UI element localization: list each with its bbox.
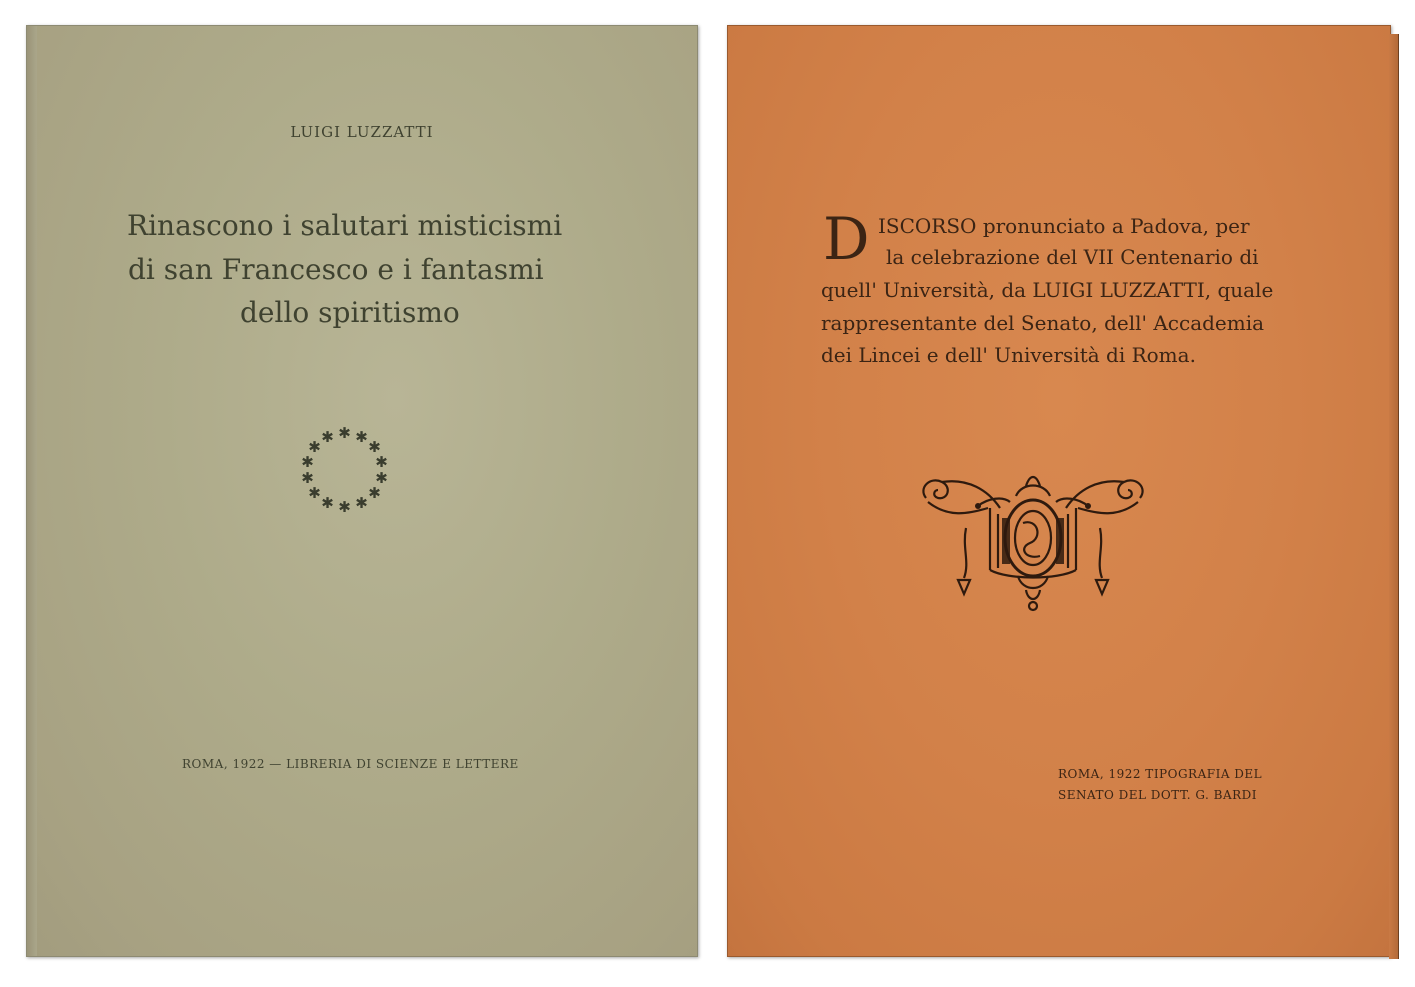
discourse-line-1: ISCORSO pronunciato a Padova, per xyxy=(878,214,1250,238)
booklet-page-edge xyxy=(1389,34,1399,959)
imprint: ROMA, 1922 — LIBRERIA DI SCIENZE E LETTERE xyxy=(182,757,519,771)
discourse-line-3: quell' Università, da LUIGI LUZZATTI, quale xyxy=(821,278,1274,302)
title-line-1: Rinascono i salutari misticismi xyxy=(127,209,563,242)
discourse-line-5: dei Lincei e dell' Università di Roma. xyxy=(821,343,1196,367)
discourse-line-4: rappresentante del Senato, dell' Accademia xyxy=(821,311,1265,335)
title-line-3: dello spiritismo xyxy=(240,296,460,329)
booklet-spine xyxy=(27,26,37,956)
discourse-line-2: la celebrazione del VII Centenario di xyxy=(886,245,1259,269)
booklet-cover-right xyxy=(727,25,1391,957)
booklet-cover-left xyxy=(26,25,698,957)
imprint-line-2: SENATO DEL DOTT. G. BARDI xyxy=(1058,788,1258,802)
baroque-crest-icon xyxy=(918,468,1148,618)
drop-cap: D xyxy=(823,205,870,273)
title-line-2: di san Francesco e i fantasmi xyxy=(128,253,544,286)
imprint-line-1: ROMA, 1922 TIPOGRAFIA DEL xyxy=(1058,767,1263,781)
author-name: LUIGI LUZZATTI xyxy=(290,123,434,141)
asterisk-wreath-icon: ✱ ✱ ✱ ✱ ✱ ✱ ✱ ✱ ✱ ✱ ✱ ✱ ✱ ✱ xyxy=(301,424,388,516)
